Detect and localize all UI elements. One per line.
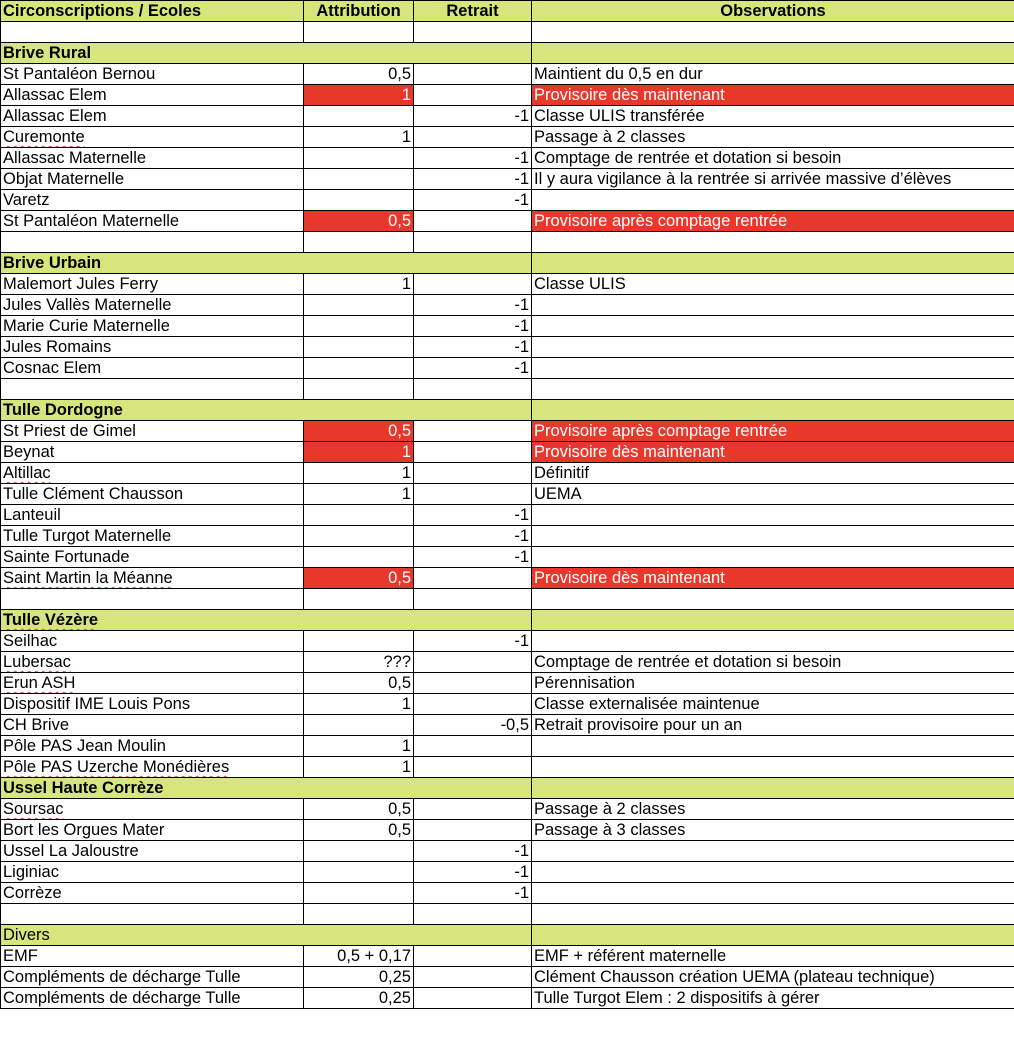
table-row — [1, 946, 1014, 967]
ecole-name: Marie Curie Maternelle — [3, 317, 170, 335]
attribution-cell[interactable] — [304, 337, 414, 358]
retrait-cell[interactable]: -1 — [414, 631, 532, 652]
header-observations[interactable]: Observations — [532, 1, 1014, 22]
ecole-cell[interactable] — [1, 673, 304, 694]
empty-cell[interactable] — [414, 379, 532, 400]
observation-cell[interactable]: Passage à 3 classes — [532, 820, 1014, 841]
empty-cell[interactable] — [304, 589, 414, 610]
ecole-name: Pôle PAS Jean Moulin — [3, 737, 166, 755]
section-header-row — [1, 925, 1014, 946]
table-row — [1, 967, 1014, 988]
retrait-cell[interactable] — [414, 652, 532, 673]
retrait-cell[interactable] — [414, 64, 532, 85]
table-row — [1, 673, 1014, 694]
blank-row — [1, 379, 1014, 400]
ecole-cell[interactable] — [1, 652, 304, 673]
empty-cell[interactable] — [304, 379, 414, 400]
header-attribution[interactable]: Attribution — [304, 1, 414, 22]
empty-cell[interactable] — [532, 379, 1014, 400]
ecole-name: St Pantaléon Maternelle — [3, 212, 180, 230]
ecole-name: Compléments de décharge Tulle — [3, 989, 241, 1007]
observation-cell[interactable] — [532, 841, 1014, 862]
ecole-name: Objat Maternelle — [3, 170, 125, 188]
retrait-cell[interactable] — [414, 568, 532, 589]
observation-cell[interactable]: EMF + référent maternelle — [532, 946, 1014, 967]
table-row — [1, 295, 1014, 316]
table-row — [1, 862, 1014, 883]
observation-cell[interactable]: Pérennisation — [532, 673, 1014, 694]
attribution-cell[interactable] — [304, 295, 414, 316]
observation-cell[interactable] — [532, 526, 1014, 547]
table-body — [1, 22, 1014, 1009]
observation-cell[interactable]: Classe externalisée maintenue — [532, 694, 1014, 715]
section-title[interactable] — [1, 253, 304, 274]
empty-cell[interactable] — [414, 589, 532, 610]
ecole-name: Ussel La Jaloustre — [3, 842, 139, 860]
section-observation-cell[interactable] — [532, 43, 1014, 64]
ecole-name: Compléments de décharge Tulle — [3, 968, 241, 986]
table-row — [1, 505, 1014, 526]
ecole-name: Allassac Maternelle — [3, 149, 147, 167]
observation-cell[interactable] — [532, 505, 1014, 526]
ecole-cell[interactable] — [1, 862, 304, 883]
observation-cell[interactable]: Tulle Turgot Elem : 2 dispositifs à gérer — [532, 988, 1014, 1009]
attribution-cell[interactable]: 0,5 — [304, 799, 414, 820]
retrait-cell[interactable]: -1 — [414, 316, 532, 337]
section-attribution-cell[interactable] — [304, 778, 414, 799]
empty-cell[interactable] — [304, 904, 414, 925]
section-title-text: Tulle Vézère — [3, 611, 99, 629]
attribution-cell[interactable] — [304, 631, 414, 652]
ecole-name: Curemonte — [3, 128, 85, 146]
observation-cell[interactable] — [532, 547, 1014, 568]
attribution-cell[interactable] — [304, 148, 414, 169]
section-observation-cell[interactable] — [532, 400, 1014, 421]
ecole-name: Varetz — [3, 191, 50, 209]
empty-cell[interactable] — [532, 22, 1014, 43]
section-title[interactable] — [1, 400, 304, 421]
ecole-cell[interactable] — [1, 526, 304, 547]
section-retrait-cell[interactable] — [414, 610, 532, 631]
section-title-text: Divers — [3, 926, 50, 944]
table-row — [1, 211, 1014, 232]
observation-cell[interactable]: Clément Chausson création UEMA (plateau technique) — [532, 967, 1014, 988]
attribution-cell[interactable] — [304, 862, 414, 883]
ecole-cell[interactable] — [1, 757, 304, 778]
table-row — [1, 85, 1014, 106]
retrait-cell[interactable]: -1 — [414, 190, 532, 211]
retrait-cell[interactable]: -1 — [414, 862, 532, 883]
ecole-name: Lubersac — [3, 653, 71, 671]
empty-cell[interactable] — [1, 904, 304, 925]
section-title-text: Brive Urbain — [3, 254, 102, 272]
header-retrait[interactable]: Retrait — [414, 1, 532, 22]
ecole-cell[interactable] — [1, 631, 304, 652]
attribution-cell[interactable] — [304, 841, 414, 862]
ecole-cell[interactable] — [1, 64, 304, 85]
table-row — [1, 988, 1014, 1009]
ecole-name: Lanteuil — [3, 506, 61, 524]
ecole-name: Allassac Elem — [3, 86, 107, 104]
ecole-name: Malemort Jules Ferry — [3, 275, 158, 293]
section-header-row — [1, 778, 1014, 799]
observation-cell[interactable]: UEMA — [532, 484, 1014, 505]
section-attribution-cell[interactable] — [304, 43, 414, 64]
ecole-cell[interactable] — [1, 694, 304, 715]
table-row — [1, 820, 1014, 841]
ecole-name: St Pantaléon Bernou — [3, 65, 156, 83]
ecole-name: Allassac Elem — [3, 107, 107, 125]
attribution-cell[interactable]: 1 — [304, 694, 414, 715]
section-title[interactable] — [1, 43, 304, 64]
ecole-name: Tulle Turgot Maternelle — [3, 527, 172, 545]
empty-cell[interactable] — [1, 379, 304, 400]
retrait-cell[interactable] — [414, 820, 532, 841]
retrait-cell[interactable]: -1 — [414, 526, 532, 547]
table-row — [1, 484, 1014, 505]
attribution-cell[interactable] — [304, 358, 414, 379]
section-retrait-cell[interactable] — [414, 253, 532, 274]
empty-cell[interactable] — [532, 589, 1014, 610]
retrait-cell[interactable]: -1 — [414, 106, 532, 127]
retrait-cell[interactable]: -1 — [414, 148, 532, 169]
section-title-text: Tulle Dordogne — [3, 401, 123, 419]
table-row — [1, 736, 1014, 757]
retrait-cell[interactable] — [414, 85, 532, 106]
ecole-cell[interactable] — [1, 505, 304, 526]
attribution-cell[interactable] — [304, 190, 414, 211]
table-row — [1, 463, 1014, 484]
ecole-name: Jules Vallès Maternelle — [3, 296, 172, 314]
attribution-cell[interactable]: 1 — [304, 274, 414, 295]
empty-cell[interactable] — [532, 904, 1014, 925]
observation-cell[interactable]: Comptage de rentrée et dotation si besoin — [532, 148, 1014, 169]
table-row — [1, 421, 1014, 442]
ecole-cell[interactable] — [1, 211, 304, 232]
table-row — [1, 316, 1014, 337]
attribution-cell[interactable]: 0,25 — [304, 988, 414, 1009]
table-row — [1, 442, 1014, 463]
ecole-cell[interactable] — [1, 736, 304, 757]
table-row — [1, 631, 1014, 652]
observation-cell[interactable] — [532, 190, 1014, 211]
ecole-name: Altillac — [3, 464, 51, 482]
retrait-cell[interactable] — [414, 463, 532, 484]
observation-cell[interactable]: Retrait provisoire pour un an — [532, 715, 1014, 736]
ecole-name: EMF — [3, 947, 38, 965]
retrait-cell[interactable] — [414, 484, 532, 505]
ecole-name: Erun ASH — [3, 674, 76, 692]
ecole-cell[interactable] — [1, 127, 304, 148]
retrait-cell[interactable] — [414, 988, 532, 1009]
empty-cell[interactable] — [414, 904, 532, 925]
section-attribution-cell[interactable] — [304, 925, 414, 946]
retrait-cell[interactable]: -1 — [414, 358, 532, 379]
ecole-cell[interactable] — [1, 169, 304, 190]
retrait-cell[interactable] — [414, 442, 532, 463]
section-retrait-cell[interactable] — [414, 925, 532, 946]
empty-cell[interactable] — [1, 589, 304, 610]
retrait-cell[interactable]: -1 — [414, 841, 532, 862]
retrait-cell[interactable] — [414, 799, 532, 820]
table-row — [1, 547, 1014, 568]
ecole-cell[interactable] — [1, 799, 304, 820]
ecole-name: Cosnac Elem — [3, 359, 102, 377]
section-retrait-cell[interactable] — [414, 400, 532, 421]
observation-cell[interactable]: Provisoire dès maintenant — [532, 568, 1014, 589]
ecole-name: Liginiac — [3, 863, 59, 881]
observation-cell[interactable]: Provisoire après comptage rentrée — [532, 421, 1014, 442]
empty-cell[interactable] — [1, 232, 304, 253]
section-header-row — [1, 400, 1014, 421]
empty-cell[interactable] — [1, 22, 304, 43]
ecole-name: Beynat — [3, 443, 55, 461]
table-row — [1, 106, 1014, 127]
ecole-name: Jules Romains — [3, 338, 112, 356]
section-retrait-cell[interactable] — [414, 43, 532, 64]
observation-cell[interactable]: Classe ULIS — [532, 274, 1014, 295]
section-attribution-cell[interactable] — [304, 610, 414, 631]
ecole-cell[interactable] — [1, 988, 304, 1009]
ecole-name: Sainte Fortunade — [3, 548, 130, 566]
table-row — [1, 694, 1014, 715]
observation-cell[interactable]: Maintient du 0,5 en dur — [532, 64, 1014, 85]
observation-cell[interactable] — [532, 757, 1014, 778]
ecole-cell[interactable] — [1, 316, 304, 337]
ecole-cell[interactable] — [1, 820, 304, 841]
table-row — [1, 358, 1014, 379]
ecole-name: Pôle PAS Uzerche Monédières — [3, 758, 230, 776]
retrait-cell[interactable]: -0,5 — [414, 715, 532, 736]
attribution-cell[interactable] — [304, 526, 414, 547]
section-observation-cell[interactable] — [532, 778, 1014, 799]
table-row — [1, 568, 1014, 589]
retrait-cell[interactable] — [414, 946, 532, 967]
table-row — [1, 148, 1014, 169]
table-row — [1, 526, 1014, 547]
section-attribution-cell[interactable] — [304, 400, 414, 421]
ecole-cell[interactable] — [1, 358, 304, 379]
section-retrait-cell[interactable] — [414, 778, 532, 799]
ecole-cell[interactable] — [1, 295, 304, 316]
attribution-cell[interactable] — [304, 106, 414, 127]
attribution-cell[interactable] — [304, 883, 414, 904]
blank-row — [1, 904, 1014, 925]
ecole-name: Tulle Clément Chausson — [3, 485, 184, 503]
retrait-cell[interactable] — [414, 274, 532, 295]
ecole-cell[interactable] — [1, 841, 304, 862]
attribution-cell[interactable]: 0,5 — [304, 673, 414, 694]
attribution-cell[interactable] — [304, 316, 414, 337]
retrait-cell[interactable]: -1 — [414, 547, 532, 568]
ecole-cell[interactable] — [1, 463, 304, 484]
attribution-cell[interactable]: 1 — [304, 757, 414, 778]
ecole-cell[interactable] — [1, 568, 304, 589]
retrait-cell[interactable]: -1 — [414, 295, 532, 316]
attribution-cell[interactable]: 0,5 + 0,17 — [304, 946, 414, 967]
observation-cell[interactable] — [532, 736, 1014, 757]
attribution-cell[interactable]: 0,5 — [304, 820, 414, 841]
section-title[interactable] — [1, 925, 304, 946]
table-row — [1, 127, 1014, 148]
header-row — [1, 1, 1014, 22]
section-title[interactable] — [1, 778, 304, 799]
observation-cell[interactable] — [532, 883, 1014, 904]
ecole-cell[interactable] — [1, 883, 304, 904]
section-observation-cell[interactable] — [532, 925, 1014, 946]
attribution-cell[interactable]: 0,5 — [304, 421, 414, 442]
observation-cell[interactable] — [532, 862, 1014, 883]
retrait-cell[interactable] — [414, 421, 532, 442]
attribution-cell[interactable]: 1 — [304, 463, 414, 484]
ecole-cell[interactable] — [1, 85, 304, 106]
attribution-cell[interactable]: 1 — [304, 85, 414, 106]
ecole-cell[interactable] — [1, 484, 304, 505]
attribution-cell[interactable]: 0,5 — [304, 64, 414, 85]
table-row — [1, 757, 1014, 778]
section-title-text: Brive Rural — [3, 44, 92, 62]
ecole-cell[interactable] — [1, 967, 304, 988]
table-row — [1, 799, 1014, 820]
observation-cell[interactable]: Passage à 2 classes — [532, 127, 1014, 148]
attribution-cell[interactable] — [304, 715, 414, 736]
attribution-cell[interactable]: 1 — [304, 127, 414, 148]
attribution-cell[interactable]: 0,25 — [304, 967, 414, 988]
attribution-cell[interactable] — [304, 547, 414, 568]
table-row — [1, 190, 1014, 211]
observation-cell[interactable]: Provisoire dès maintenant — [532, 442, 1014, 463]
observation-cell[interactable]: Comptage de rentrée et dotation si besoin — [532, 652, 1014, 673]
blank-row — [1, 589, 1014, 610]
retrait-cell[interactable] — [414, 694, 532, 715]
table-row — [1, 64, 1014, 85]
ecole-cell[interactable] — [1, 190, 304, 211]
retrait-cell[interactable] — [414, 127, 532, 148]
table-row — [1, 841, 1014, 862]
observation-cell[interactable] — [532, 631, 1014, 652]
section-header-row — [1, 253, 1014, 274]
ecole-cell[interactable] — [1, 274, 304, 295]
empty-cell[interactable] — [304, 22, 414, 43]
table-row — [1, 337, 1014, 358]
attribution-cell[interactable] — [304, 169, 414, 190]
empty-cell[interactable] — [414, 232, 532, 253]
attribution-cell[interactable]: 1 — [304, 484, 414, 505]
ecole-name: Seilhac — [3, 632, 58, 650]
attribution-cell[interactable] — [304, 505, 414, 526]
observation-cell[interactable]: Provisoire dès maintenant — [532, 85, 1014, 106]
ecole-name: Soursac — [3, 800, 64, 818]
ecole-cell[interactable] — [1, 421, 304, 442]
retrait-cell[interactable] — [414, 736, 532, 757]
section-header-row — [1, 43, 1014, 64]
attribution-cell[interactable]: 1 — [304, 736, 414, 757]
table-row — [1, 715, 1014, 736]
ecole-name: St Priest de Gimel — [3, 422, 136, 440]
attribution-cell[interactable]: 0,5 — [304, 568, 414, 589]
retrait-cell[interactable] — [414, 673, 532, 694]
retrait-cell[interactable] — [414, 757, 532, 778]
ecole-cell[interactable] — [1, 547, 304, 568]
ecole-name: CH Brive — [3, 716, 70, 734]
observation-cell[interactable] — [532, 358, 1014, 379]
section-observation-cell[interactable] — [532, 253, 1014, 274]
ecole-cell[interactable] — [1, 715, 304, 736]
empty-cell[interactable] — [414, 22, 532, 43]
empty-cell[interactable] — [304, 232, 414, 253]
blank-row — [1, 232, 1014, 253]
table-row — [1, 274, 1014, 295]
attribution-cell[interactable]: 0,5 — [304, 211, 414, 232]
ecole-cell[interactable] — [1, 106, 304, 127]
retrait-cell[interactable] — [414, 211, 532, 232]
section-attribution-cell[interactable] — [304, 253, 414, 274]
empty-cell[interactable] — [532, 232, 1014, 253]
observation-cell[interactable] — [532, 316, 1014, 337]
ecole-name: Saint Martin la Méanne — [3, 569, 173, 587]
ecole-name: Dispositif IME Louis Pons — [3, 695, 191, 713]
retrait-cell[interactable]: -1 — [414, 883, 532, 904]
retrait-cell[interactable] — [414, 967, 532, 988]
table-row — [1, 169, 1014, 190]
table-row — [1, 883, 1014, 904]
ecole-cell[interactable] — [1, 442, 304, 463]
observation-cell[interactable]: Classe ULIS transférée — [532, 106, 1014, 127]
ecole-cell[interactable] — [1, 946, 304, 967]
ecole-cell[interactable] — [1, 148, 304, 169]
retrait-cell[interactable]: -1 — [414, 337, 532, 358]
retrait-cell[interactable]: -1 — [414, 505, 532, 526]
retrait-cell[interactable]: -1 — [414, 169, 532, 190]
observation-cell[interactable] — [532, 337, 1014, 358]
section-title[interactable] — [1, 610, 304, 631]
section-observation-cell[interactable] — [532, 610, 1014, 631]
observation-cell[interactable]: Il y aura vigilance à la rentrée si arrivée massive d’élèves — [532, 169, 1014, 190]
observation-cell[interactable] — [532, 295, 1014, 316]
observation-cell[interactable]: Définitif — [532, 463, 1014, 484]
ecole-name: Bort les Orgues Mater — [3, 821, 165, 839]
ecole-name: Corrèze — [3, 884, 62, 902]
attribution-cell[interactable]: ??? — [304, 652, 414, 673]
table-row — [1, 652, 1014, 673]
observation-cell[interactable]: Passage à 2 classes — [532, 799, 1014, 820]
section-title-text: Ussel Haute Corrèze — [3, 779, 164, 797]
header-ecoles[interactable]: Circonscriptions / Ecoles — [1, 1, 304, 22]
observation-cell[interactable]: Provisoire après comptage rentrée — [532, 211, 1014, 232]
ecole-cell[interactable] — [1, 337, 304, 358]
blank-row — [1, 22, 1014, 43]
attribution-cell[interactable]: 1 — [304, 442, 414, 463]
section-header-row — [1, 610, 1014, 631]
